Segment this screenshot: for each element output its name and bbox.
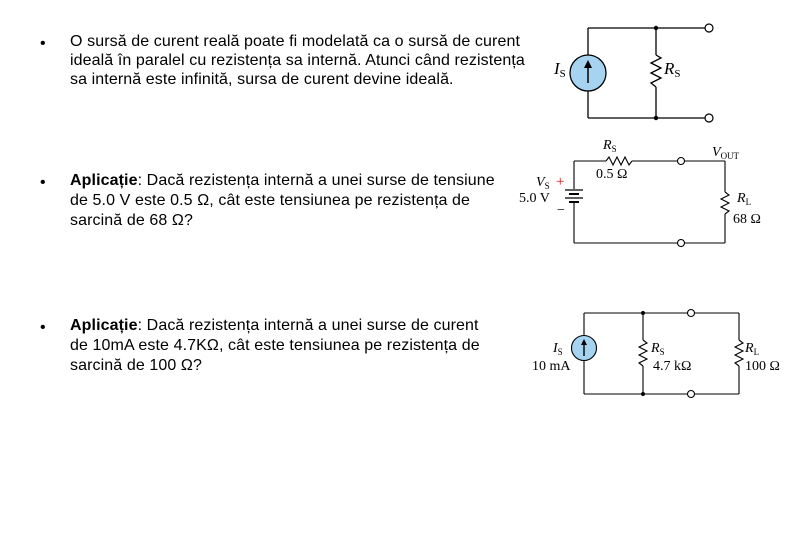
- bullet-1: •: [40, 35, 46, 52]
- circuit-current-source-model: [540, 15, 740, 130]
- terminal-icon: [705, 24, 713, 32]
- minus-sign: −: [557, 203, 565, 218]
- terminal-icon: [705, 114, 713, 122]
- application-question-text: : Dacă rezistența internă a unei surse de tensiune de 5.0 V este 0.5 Ω, cât este tensiunea pe rezistența de sarcină de 68 Ω?: [70, 172, 495, 229]
- paragraph-real-current-source: O sursă de curent reală poate fi modelată ca o sursă de curent ideală în paralel cu rezistența sa internă. Atunci când rezistența sa internă este infinită, sursa de curent devine ideală.: [70, 33, 525, 88]
- plus-sign: +: [556, 174, 565, 190]
- is-label: $I_S$: [553, 341, 563, 357]
- rs-value: 4.7 kΩ: [653, 359, 692, 374]
- battery-icon: [565, 190, 583, 202]
- rl-value: 100 Ω: [745, 359, 780, 374]
- paragraph-application-current-source: [70, 316, 500, 376]
- rs-label: $R_S$: [603, 138, 617, 154]
- terminal-icon: [688, 310, 695, 317]
- rs-value: 0.5 Ω: [596, 167, 628, 182]
- vs-label: $V_S$: [536, 175, 550, 191]
- bullet-2: •: [40, 174, 46, 191]
- rl-label: $R_L$: [737, 191, 752, 207]
- terminal-icon: [688, 391, 695, 398]
- terminal-icon: [678, 158, 685, 165]
- vs-value: 5.0 V: [519, 191, 550, 206]
- resistor-label: RS: [664, 59, 681, 80]
- application-label: Aplicație: [70, 317, 138, 334]
- terminal-icon: [678, 240, 685, 247]
- is-value: 10 mA: [532, 359, 571, 374]
- paragraph-application-voltage-source: [70, 171, 510, 231]
- application-label: Aplicație: [70, 172, 138, 189]
- circuit-voltage-source-load: [515, 135, 775, 250]
- bullet-3: •: [40, 319, 46, 336]
- rl-label: $R_L$: [745, 341, 760, 357]
- vout-label: $V_{OUT}$: [712, 145, 740, 161]
- circuit-current-source-load: [525, 300, 795, 405]
- source-label: IS: [554, 59, 566, 80]
- application-question-text: : Dacă rezistența internă a unei surse de curent de 10mA este 4.7KΩ, cât este tensiunea pe rezistența de sarcină de 100 Ω?: [70, 317, 480, 374]
- rl-value: 68 Ω: [733, 212, 761, 227]
- rs-label: $R_S$: [651, 341, 665, 357]
